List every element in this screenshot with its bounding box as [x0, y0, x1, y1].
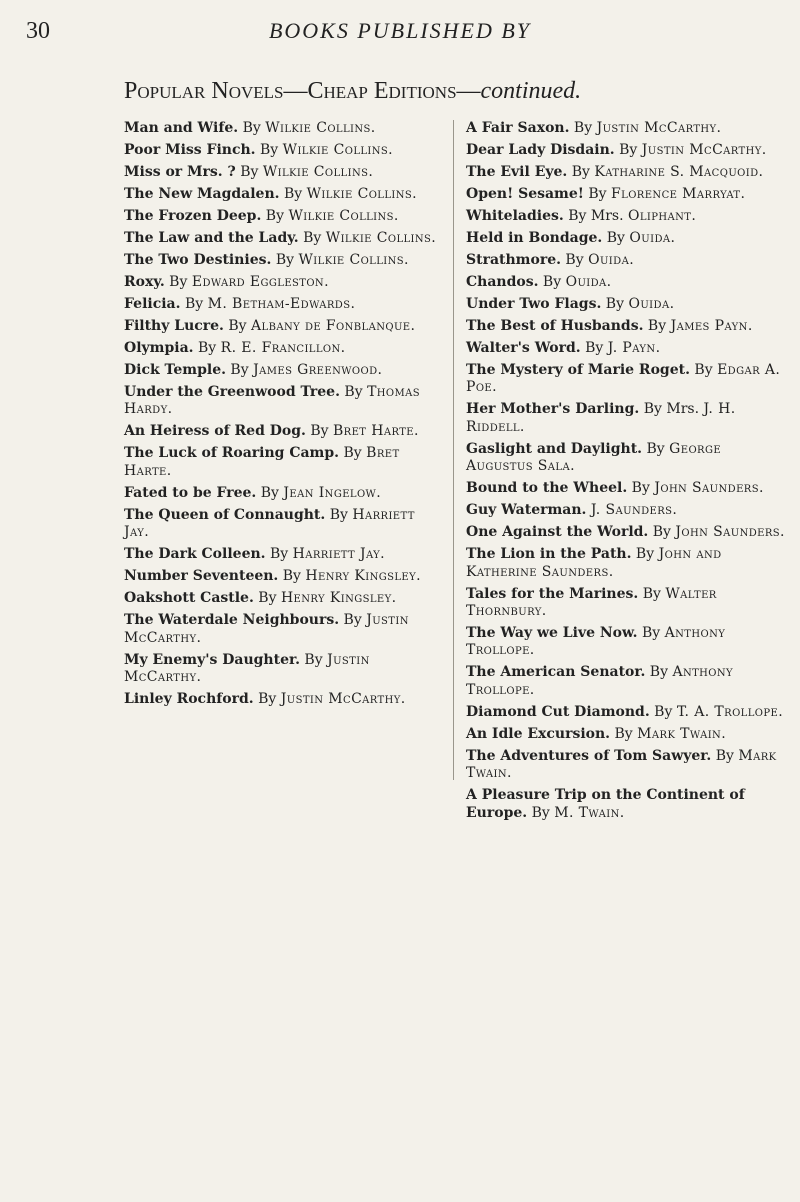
book-title: Fated to be Free. [124, 484, 257, 501]
book-author: Bret Harte. [124, 445, 400, 479]
book-author: John and Katherine Saunders. [466, 546, 722, 580]
by-text: By [279, 186, 307, 202]
book-author: Justin McCarthy. [641, 142, 767, 158]
book-entry [124, 296, 440, 313]
book-entry [124, 423, 440, 440]
by-text: By [339, 384, 368, 400]
book-author: Ouida. [565, 274, 612, 290]
book-entry [466, 164, 788, 181]
book-title: The Waterdale Neighbours. [124, 612, 340, 629]
book-title: Guy Waterman. [466, 502, 587, 519]
book-title: The Lion in the Path. [466, 546, 632, 563]
book-author: Wilkie Collins. [262, 164, 374, 180]
by-text: By [711, 747, 739, 764]
book-entry [124, 652, 440, 687]
book-author: Henry Kingsley. [305, 568, 421, 585]
book-author: Edward Eggleston. [191, 274, 329, 290]
book-entry [466, 625, 788, 660]
by-text: By [255, 142, 283, 158]
book-entry [466, 664, 788, 699]
book-entry [466, 748, 788, 783]
book-entry [124, 384, 440, 419]
book-author: Wilkie Collins. [306, 186, 417, 202]
book-title: Under the Greenwood Tree. [124, 384, 340, 400]
by-text: By [271, 252, 299, 268]
book-title: A Fair Saxon. [466, 120, 570, 136]
page-number: 30 [26, 18, 50, 44]
book-entry [466, 120, 788, 137]
book-author: Wilkie Collins. [282, 142, 393, 158]
by-text: By Mrs. [563, 208, 628, 224]
book-title: Under Two Flags. [466, 296, 602, 312]
by-text: By [569, 120, 597, 136]
book-entry [124, 691, 440, 708]
book-author: James Greenwood. [253, 362, 383, 378]
book-title: Dear Lady Disdain. [466, 142, 615, 158]
book-author: Albany de Fonblanque. [251, 318, 416, 334]
book-title: The Evil Eye. [466, 164, 568, 180]
book-entry [466, 340, 788, 357]
book-entry [124, 274, 440, 291]
by-text: By Mrs. [639, 401, 704, 418]
book-title: Roxy. [124, 274, 165, 290]
by-text: By [225, 362, 254, 378]
book-entry [124, 252, 440, 269]
book-title: The Queen of Connaught. [124, 506, 326, 523]
book-entry [124, 546, 440, 563]
by-text: By [645, 664, 673, 681]
running-head [26, 16, 774, 52]
book-entry [466, 142, 788, 159]
book-title: Strathmore. [466, 252, 561, 268]
by-text: By [601, 296, 629, 312]
book-entry [124, 318, 440, 335]
book-author: Wilkie Collins. [265, 120, 376, 136]
book-entry [124, 590, 440, 607]
book-title: The Law and the Lady. [124, 230, 299, 246]
by-text: By [193, 340, 221, 356]
book-author: J. Saunders. [590, 502, 678, 519]
book-author: R. E. Francillon. [220, 340, 346, 356]
by-text: By [614, 142, 642, 158]
book-title: Tales for the Marines. [466, 585, 639, 602]
book-entry [466, 726, 788, 743]
book-title: An Heiress of Red Dog. [124, 423, 306, 440]
by-text: By [238, 120, 266, 136]
book-entry [466, 787, 788, 822]
by-text: By [261, 208, 289, 224]
by-text: By [164, 274, 192, 290]
book-author: Mark Twain. [637, 725, 727, 742]
book-entry [124, 164, 440, 181]
book-entry [466, 401, 788, 436]
book-title: The Dark Colleen. [124, 546, 266, 563]
book-entry [466, 586, 788, 621]
book-title: The Adventures of Tom Sawyer. [466, 747, 712, 764]
by-text: By [278, 568, 306, 585]
book-author: Katharine S. Macquoid. [594, 164, 764, 180]
book-entry [466, 502, 788, 519]
book-title: One Against the World. [466, 524, 649, 541]
book-author: Anthony Trollope. [466, 625, 726, 659]
book-title: Diamond Cut Diamond. [466, 703, 650, 720]
by-text: By [253, 590, 281, 607]
book-author: Florence Marryat. [611, 186, 746, 202]
book-author: Wilkie Collins. [298, 252, 409, 268]
book-title: Linley Rochford. [124, 691, 254, 708]
by-text: By [299, 651, 328, 668]
book-entry [466, 186, 788, 203]
by-text: By [643, 318, 671, 334]
book-entry [466, 208, 788, 225]
book-entry [466, 362, 788, 397]
book-title: The Luck of Roaring Camp. [124, 445, 340, 462]
book-author: Justin McCarthy. [124, 651, 370, 686]
book-entry [466, 546, 788, 581]
by-text: By [325, 506, 353, 523]
by-text: By [602, 230, 630, 246]
book-title: Chandos. [466, 274, 539, 290]
book-entry [124, 485, 440, 502]
book-title: A Pleasure Trip on the Continent of Europe. [466, 787, 745, 821]
book-title: Filthy Lucre. [124, 318, 224, 334]
book-author: M. Betham-Edwards. [207, 296, 356, 312]
book-title: Man and Wife. [124, 120, 239, 136]
by-text: By [610, 725, 638, 742]
book-author: Harriett Jay. [292, 546, 386, 563]
book-author: Justin McCarthy. [596, 120, 722, 136]
book-title: Miss or Mrs. ? [124, 164, 236, 180]
book-author: Wilkie Collins. [288, 208, 399, 224]
by-text: By [637, 625, 665, 642]
book-author: Anthony Trollope. [466, 664, 734, 698]
book-author: Ouida. [629, 230, 676, 246]
by-text: By [527, 804, 555, 821]
book-title: Gaslight and Daylight. [466, 440, 643, 457]
book-author: Bret Harte. [332, 423, 419, 440]
book-entry [466, 274, 788, 291]
book-entry [124, 230, 440, 247]
book-title: The Way we Live Now. [466, 625, 638, 642]
book-author: Oliphant. [627, 208, 697, 224]
book-author: Ouida. [588, 252, 635, 268]
by-text: By [649, 703, 677, 720]
book-entry [124, 120, 440, 137]
by-text: By [638, 585, 666, 602]
book-title: Held in Bondage. [466, 230, 603, 246]
book-author: M. Twain. [554, 804, 625, 821]
book-author: Edgar A. Poe. [466, 362, 781, 396]
by-text: By [538, 274, 566, 290]
book-entry [466, 230, 788, 247]
book-author: John Saunders. [675, 524, 785, 541]
book-title: The New Magdalen. [124, 186, 280, 202]
left-column [124, 120, 440, 713]
right-column [466, 120, 788, 827]
book-title: Olympia. [124, 340, 194, 356]
book-author: Mark Twain. [466, 747, 777, 782]
book-entry [466, 480, 788, 497]
book-author: Justin McCarthy. [124, 612, 409, 646]
by-text: By [627, 480, 655, 497]
book-entry [124, 507, 440, 542]
book-title: Whiteladies. [466, 208, 564, 224]
by-text: By [253, 691, 281, 708]
book-author: J. Payn. [607, 340, 661, 356]
book-author: Walter Thornbury. [466, 585, 717, 620]
book-author: George Augustus Sala. [466, 440, 722, 475]
book-author: Thomas Hardy. [124, 384, 421, 418]
by-text: By [339, 445, 367, 462]
book-title: An Idle Excursion. [466, 725, 611, 742]
section-title [124, 78, 800, 105]
book-entry [466, 252, 788, 269]
by-text: By [235, 164, 263, 180]
by-text: By [298, 230, 326, 246]
by-text: By [631, 546, 659, 563]
by-text: By [648, 524, 676, 541]
running-title: BOOKS PUBLISHED BY [268, 18, 532, 43]
book-author: Ouida. [628, 296, 675, 312]
book-author: J. H. Riddell. [466, 401, 736, 435]
book-title: The American Senator. [466, 664, 646, 681]
book-title: The Two Destinies. [124, 252, 272, 268]
by-text: By [689, 362, 718, 378]
book-author: Henry Kingsley. [280, 590, 397, 607]
book-title: Open! Sesame! [466, 186, 584, 202]
book-entry [124, 445, 440, 480]
by-text: By [180, 296, 208, 312]
book-author: John Saunders. [654, 480, 764, 497]
book-entry [124, 568, 440, 585]
by-text: By [223, 318, 252, 334]
book-title: Number Seventeen. [124, 568, 279, 585]
book-title: Her Mother's Darling. [466, 401, 640, 418]
book-entry [124, 208, 440, 225]
book-entry [124, 186, 440, 203]
by-text: By [256, 484, 284, 501]
book-entry [466, 704, 788, 721]
by-text: By [580, 340, 608, 356]
book-author: T. A. Trollope. [676, 703, 784, 720]
book-title: The Best of Husbands. [466, 318, 644, 334]
section-continued: continued. [480, 78, 582, 104]
book-title: Walter's Word. [466, 340, 581, 356]
column-divider [453, 120, 454, 780]
book-author: Justin McCarthy. [280, 691, 406, 708]
section-title-text: Popular Novels—Cheap Editions— [124, 78, 481, 104]
book-entry [124, 612, 440, 647]
by-text: By [642, 440, 670, 457]
book-title: Bound to the Wheel. [466, 480, 628, 497]
book-title: Dick Temple. [124, 362, 226, 378]
book-author: Harriett Jay. [124, 506, 415, 541]
book-title: Oakshott Castle. [124, 590, 254, 607]
book-author: Wilkie Collins. [325, 230, 437, 246]
by-text: By [583, 186, 612, 202]
by-text: By [305, 423, 333, 440]
book-entry [124, 362, 440, 379]
by-text: By [567, 164, 595, 180]
book-entry [466, 441, 788, 476]
book-entry [466, 318, 788, 335]
book-title: The Mystery of Marie Roget. [466, 362, 690, 378]
book-entry [466, 296, 788, 313]
book-title: Poor Miss Finch. [124, 142, 256, 158]
book-title: My Enemy's Daughter. [124, 651, 300, 668]
by-text: By [265, 546, 293, 563]
book-title: The Frozen Deep. [124, 208, 262, 224]
book-entry [124, 340, 440, 357]
book-entry [124, 142, 440, 159]
book-entry [466, 524, 788, 541]
by-text: By [560, 252, 589, 268]
book-title: Felicia. [124, 296, 181, 312]
book-author: Jean Ingelow. [283, 484, 382, 501]
by-text: By [339, 612, 367, 629]
book-author: James Payn. [670, 318, 753, 334]
